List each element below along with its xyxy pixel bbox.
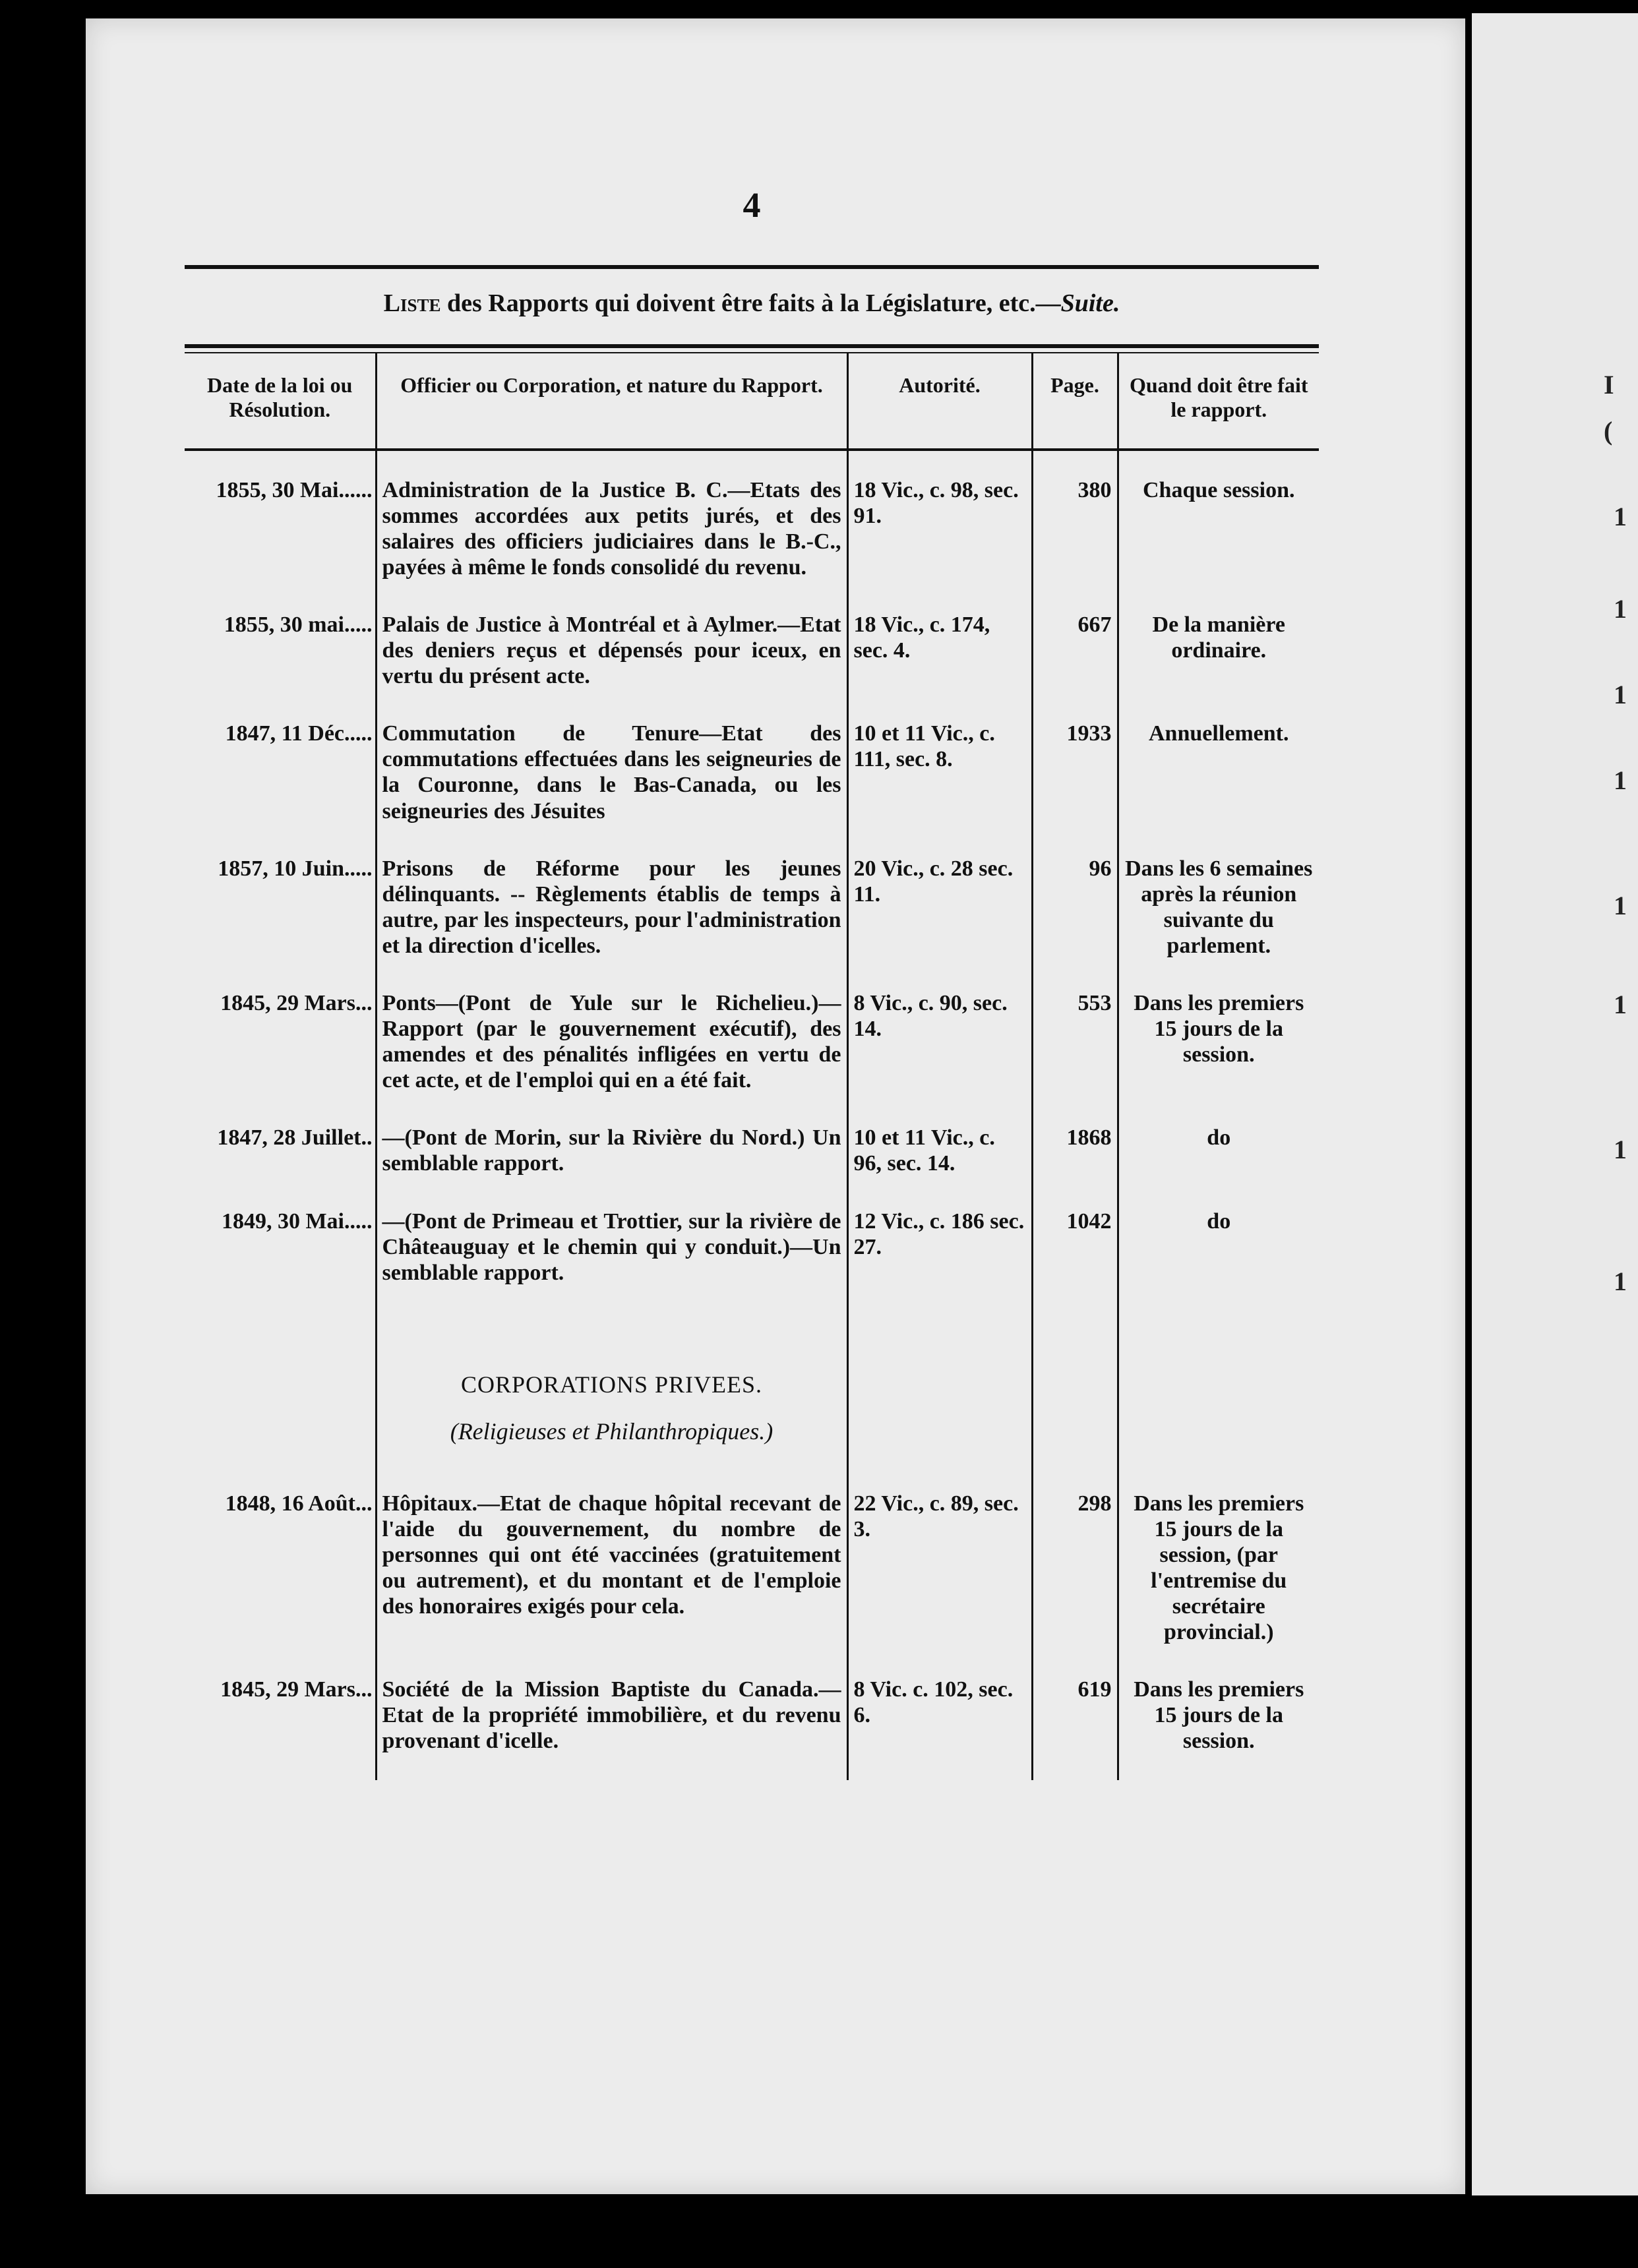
- page-cell: 1933: [1032, 715, 1118, 850]
- table-body-public: [185, 450, 1319, 1312]
- date-cell: 1845, 29 Mars...: [220, 991, 373, 1015]
- fragment-glyph: 1: [1614, 765, 1627, 795]
- authority-cell: 10 et 11 Vic., c. 96, sec. 14.: [847, 1119, 1032, 1203]
- table-row: [185, 1485, 1319, 1672]
- when-cell: Chaque session.: [1118, 450, 1319, 607]
- officer-cell: Ponts—(Pont de Yule sur le Richelieu.)—Rapport (par le gouvernement exécutif), des amendes et des pénalités infligées en vertu de cet acte, et de l'emploi qui en a été fait.: [376, 985, 847, 1119]
- page-cell: 1042: [1032, 1203, 1118, 1312]
- table-row: [185, 985, 1319, 1119]
- fragment-glyph: 1: [1614, 1135, 1627, 1164]
- table-header-row: [185, 353, 1319, 450]
- table-row: [185, 450, 1319, 607]
- title-lead: Liste: [383, 289, 441, 317]
- date-cell: 1849, 30 Mai.....: [221, 1209, 373, 1234]
- date-cell: 1847, 28 Juillet..: [217, 1125, 373, 1150]
- section-heading-row: [185, 1312, 1319, 1412]
- fragment-glyph: I: [1604, 370, 1614, 400]
- date-cell: 1855, 30 mai.....: [224, 612, 373, 637]
- authority-cell: 18 Vic., c. 174, sec. 4.: [847, 607, 1032, 715]
- section-subheading-row: [185, 1412, 1319, 1485]
- page-cell: 380: [1032, 450, 1118, 607]
- title-suite: Suite.: [1060, 289, 1120, 317]
- officer-cell: Société de la Mission Baptiste du Canada.—Etat de la propriété immobilière, et du revenu provenant d'icelle.: [376, 1671, 847, 1780]
- when-cell: De la manière ordinaire.: [1118, 607, 1319, 715]
- authority-cell: 10 et 11 Vic., c. 111, sec. 8.: [847, 715, 1032, 850]
- header-when: Quand doit être fait le rapport.: [1118, 353, 1319, 450]
- section-private-corporations: [185, 1312, 1319, 1485]
- reports-table: [185, 353, 1319, 1780]
- page-cell: 96: [1032, 850, 1118, 985]
- fragment-glyph: 1: [1614, 502, 1627, 531]
- section-subheading: (Religieuses et Philanthropiques.): [376, 1412, 847, 1485]
- page-title: [185, 289, 1319, 318]
- when-cell: Dans les premiers 15 jours de la session, (par l'entremise du secrétaire provincial.): [1118, 1485, 1319, 1672]
- date-cell: 1845, 29 Mars...: [220, 1677, 373, 1702]
- when-cell: Dans les premiers 15 jours de la session.: [1118, 985, 1319, 1119]
- officer-cell: —(Pont de Morin, sur la Rivière du Nord.) Un semblable rapport.: [376, 1119, 847, 1203]
- officer-cell: Prisons de Réforme pour les jeunes délinquants. -- Règlements établis de temps à autre, par les inspecteurs, pour l'administration et la direction d'icelles.: [376, 850, 847, 985]
- fragment-glyph: (: [1604, 416, 1613, 446]
- authority-cell: 12 Vic., c. 186 sec. 27.: [847, 1203, 1032, 1312]
- when-cell: Dans les 6 semaines après la réunion suivante du parlement.: [1118, 850, 1319, 985]
- authority-cell: 8 Vic., c. 90, sec. 14.: [847, 985, 1032, 1119]
- when-cell: do: [1118, 1203, 1319, 1312]
- date-cell: 1855, 30 Mai......: [216, 477, 373, 502]
- when-cell: Annuellement.: [1118, 715, 1319, 850]
- table-row: [185, 850, 1319, 985]
- officer-cell: Commutation de Tenure—Etat des commutations effectuées dans les seigneuries de la Couronne, dans le Bas-Canada, ou les seigneuries des Jésuites: [376, 715, 847, 850]
- header-page: Page.: [1032, 353, 1118, 450]
- fragment-glyph: 1: [1614, 1267, 1627, 1296]
- table-row: [185, 1203, 1319, 1312]
- page-number: 4: [743, 185, 761, 225]
- table-row: [185, 1119, 1319, 1203]
- page-cell: 667: [1032, 607, 1118, 715]
- fragment-glyph: 1: [1614, 680, 1627, 709]
- document-page: [185, 171, 1319, 1780]
- date-cell: 1848, 16 Août...: [225, 1491, 373, 1516]
- section-heading: CORPORATIONS PRIVEES.: [376, 1312, 847, 1412]
- fragment-glyph: 1: [1614, 990, 1627, 1019]
- authority-cell: 8 Vic. c. 102, sec. 6.: [847, 1671, 1032, 1780]
- fragment-glyph: 1: [1614, 594, 1627, 624]
- officer-cell: —(Pont de Primeau et Trottier, sur la rivière de Châteauguay et le chemin qui y conduit.)—Un semblable rapport.: [376, 1203, 847, 1312]
- header-date: Date de la loi ou Résolution.: [185, 353, 376, 450]
- authority-cell: 20 Vic., c. 28 sec. 11.: [847, 850, 1032, 985]
- top-rule: [185, 265, 1319, 269]
- page-cell: 298: [1032, 1485, 1118, 1672]
- title-main: des Rapports qui doivent être faits à la Législature, etc.—: [447, 289, 1061, 317]
- when-cell: do: [1118, 1119, 1319, 1203]
- adjacent-page-fragment: [1472, 13, 1638, 2195]
- authority-cell: 18 Vic., c. 98, sec. 91.: [847, 450, 1032, 607]
- table-row: [185, 607, 1319, 715]
- header-rule: [185, 344, 1319, 353]
- table-row: [185, 1671, 1319, 1780]
- header-officer: Officier ou Corporation, et nature du Rapport.: [376, 353, 847, 450]
- authority-cell: 22 Vic., c. 89, sec. 3.: [847, 1485, 1032, 1672]
- table-body-private: [185, 1485, 1319, 1781]
- page-cell: 553: [1032, 985, 1118, 1119]
- officer-cell: Hôpitaux.—Etat de chaque hôpital recevant de l'aide du gouvernement, du nombre de personnes qui ont été vaccinées (gratuitement ou autrement), et du montant et de l'emploie des honoraires exigés pour cela.: [376, 1485, 847, 1672]
- officer-cell: Palais de Justice à Montréal et à Aylmer.—Etat des deniers reçus et dépensés pour iceux, en vertu du présent acte.: [376, 607, 847, 715]
- date-cell: 1847, 11 Déc.....: [225, 721, 373, 746]
- page-cell: 1868: [1032, 1119, 1118, 1203]
- fragment-glyph: 1: [1614, 891, 1627, 920]
- when-cell: Dans les premiers 15 jours de la session.: [1118, 1671, 1319, 1780]
- date-cell: 1857, 10 Juin.....: [218, 856, 373, 881]
- header-authority: Autorité.: [847, 353, 1032, 450]
- table-row: [185, 715, 1319, 850]
- officer-cell: Administration de la Justice B. C.—Etats des sommes accordées aux petits jurés, et des salaires des officiers judiciaires dans le B.-C., payées à même le fonds consolidé du revenu.: [376, 450, 847, 607]
- page-cell: 619: [1032, 1671, 1118, 1780]
